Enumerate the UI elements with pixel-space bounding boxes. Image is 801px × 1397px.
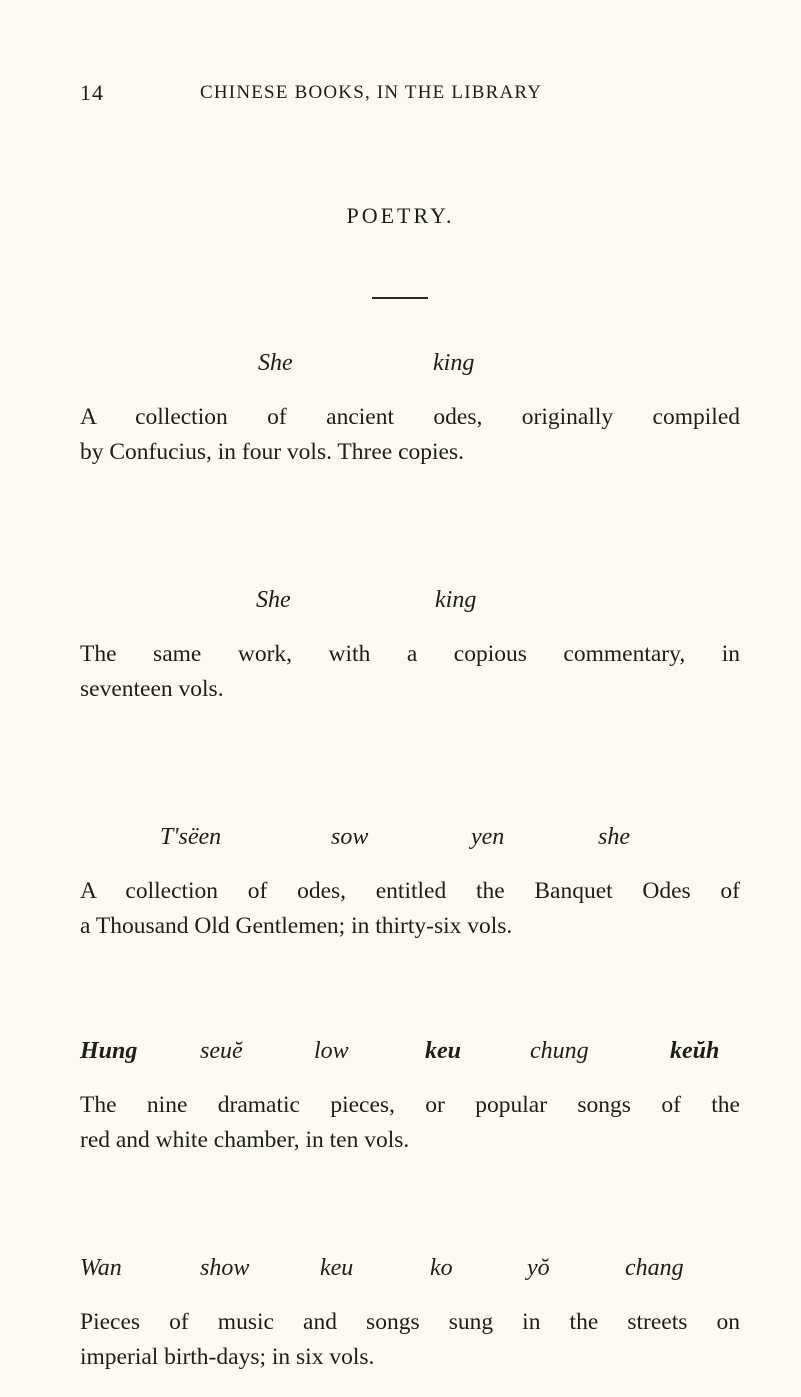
- entry-she-king-1: [80, 350, 740, 470]
- title-word: chung: [530, 1038, 589, 1064]
- section-title: POETRY.: [346, 203, 455, 228]
- description-line: Pieces of music and songs sung in the streets on: [80, 1309, 740, 1335]
- entry-description: [80, 874, 740, 944]
- entry-title: [80, 350, 740, 390]
- title-word: She: [258, 350, 293, 376]
- entry-description: [80, 637, 740, 707]
- title-word: sow: [331, 824, 369, 850]
- description-line: A collection of ancient odes, originally compiled: [80, 404, 740, 430]
- title-word: ko: [430, 1255, 453, 1281]
- entry-title: [80, 587, 740, 627]
- entry-hung-seue-low-keu-chung-keuh: [80, 1038, 740, 1158]
- entry-title: [80, 1038, 740, 1078]
- description-line: red and white chamber, in ten vols.: [80, 1127, 410, 1153]
- title-word: yen: [471, 824, 505, 850]
- title-word: keu: [425, 1038, 461, 1064]
- title-word: keu: [320, 1255, 354, 1281]
- description-line: imperial birth-days; in six vols.: [80, 1344, 375, 1370]
- title-word: T'sëen: [160, 824, 222, 850]
- entry-title: [80, 1255, 740, 1295]
- title-word: She: [256, 587, 291, 613]
- running-title: CHINESE BOOKS, IN THE LIBRARY: [200, 82, 543, 103]
- title-word: keŭh: [670, 1038, 720, 1064]
- description-line: The same work, with a copious commentary, in: [80, 641, 740, 667]
- title-word: chang: [625, 1255, 684, 1281]
- description-line: A collection of odes, entitled the Banquet Odes of: [80, 878, 740, 904]
- title-word: seuĕ: [200, 1038, 243, 1064]
- description-line: seventeen vols.: [80, 676, 224, 702]
- title-word: Hung: [80, 1038, 138, 1064]
- page-number: 14: [80, 80, 104, 105]
- section-rule: [372, 297, 428, 299]
- title-word: king: [435, 587, 477, 613]
- title-word: show: [200, 1255, 250, 1281]
- title-word: yŏ: [527, 1255, 550, 1281]
- entry-title: [80, 824, 740, 864]
- entry-wan-show-keu-ko-yo-chang: [80, 1255, 740, 1375]
- title-word: Wan: [80, 1255, 122, 1281]
- entry-description: [80, 400, 740, 470]
- description-line: a Thousand Old Gentlemen; in thirty-six vols.: [80, 913, 513, 939]
- entry-description: [80, 1088, 740, 1158]
- entry-description: [80, 1305, 740, 1375]
- running-head: [0, 80, 801, 110]
- title-word: king: [433, 350, 475, 376]
- entry-she-king-2: [80, 587, 740, 707]
- entry-tseen-sow-yen-she: [80, 824, 740, 944]
- description-line: The nine dramatic pieces, or popular songs of the: [80, 1092, 740, 1118]
- description-line: by Confucius, in four vols. Three copies.: [80, 439, 464, 465]
- title-word: low: [314, 1038, 349, 1064]
- title-word: she: [598, 824, 630, 850]
